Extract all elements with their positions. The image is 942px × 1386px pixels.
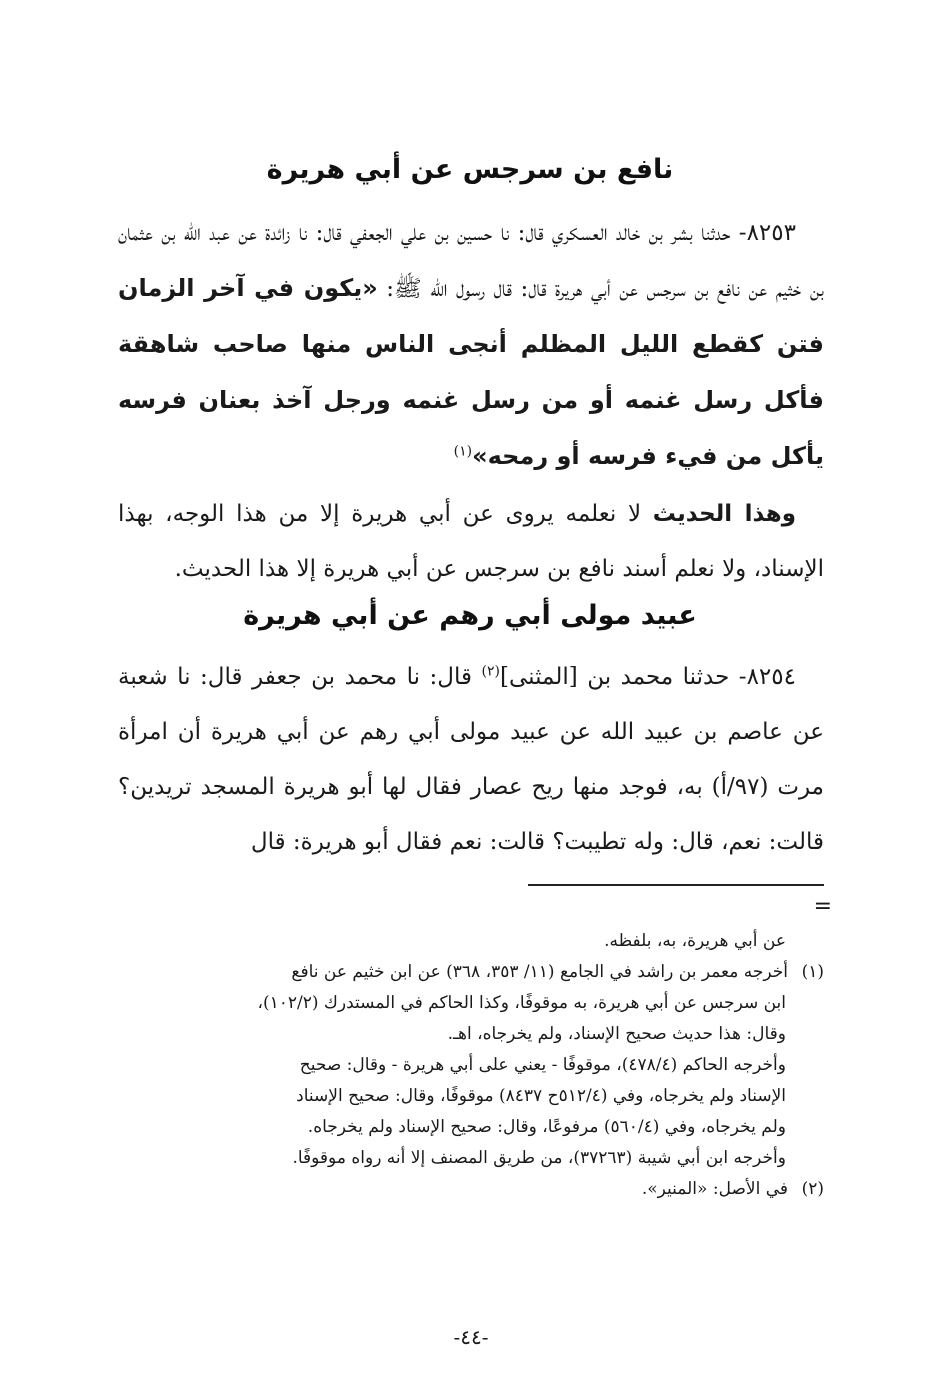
section-heading-ubayd: عبيد مولى أبي رهم عن أبي هريرة: [243, 600, 697, 631]
hadith-8253-comment: [118, 487, 824, 597]
hadith-8254: [118, 650, 824, 870]
footnote-1-line2: ابن سرجس عن أبي هريرة، به موقوفًا، وكذا الحاكم في المستدرك (١٠٢/٢)،: [257, 993, 786, 1013]
hadith-8253-isnad: ٨٢٥٣- حدثنا بشر بن خالد العسكري قال: نا حسين بن علي الجعفي قال: نا زائدة عن عبد الله بن عثمان بن خثيم عن نافع بن سرجس عن أبي هريرة قال: قال رسول الله ﷺ:: [118, 220, 824, 302]
hadith-8253: [118, 206, 824, 485]
footnote-1-line4: وأخرجه الحاكم (٤٧٨/٤)، موقوفًا - يعني على أبي هريرة - وقال: صحيح: [299, 1055, 786, 1075]
footnote-2-text: في الأصل: «المنير».: [641, 1179, 788, 1199]
footnote-1-line1: أخرجه معمر بن راشد في الجامع (١١/ ٣٥٣، ٣٦٨) عن ابن خثيم عن نافع: [291, 962, 788, 982]
footnote-ref-1[interactable]: (١): [453, 443, 473, 460]
comment-lead: وهذا الحديث: [652, 501, 796, 527]
footnote-1-line6: ولم يخرجاه، وفي (٥٦٠/٤) مرفوعًا، وقال: صحيح الإسناد ولم يخرجاه.: [307, 1117, 786, 1137]
section-heading-nafi: نافع بن سرجس عن أبي هريرة: [266, 154, 674, 185]
footnote-separator: [528, 884, 824, 886]
footnote-1-line3: وقال: هذا حديث صحيح الإسناد، ولم يخرجاه، اهـ.: [447, 1024, 786, 1044]
footnote-1-number: (١): [801, 962, 824, 982]
footnote-1-line7: وأخرجه ابن أبي شيبة (٣٧٢٦٣)، من طريق المصنف إلا أنه رواه موقوفًا.: [292, 1148, 786, 1168]
footnote-2-number: (٢): [801, 1179, 824, 1199]
hadith-8254-text-b: قال: نا محمد بن جعفر قال: نا شعبة عن عاصم بن عبيد الله عن عبيد مولى أبي رهم عن أبي هريرة أن امرأة مرت (٩٧/أ) به، فوجد منها ريح عصار فقال لها أبو هريرة المسجد تريدين؟ قالت: نعم، قال: وله تطيبت؟ قالت: نعم فقال أبو هريرة: قال: [118, 664, 825, 855]
footnotes: [118, 926, 824, 1205]
hadith-8254-text-a: ٨٢٥٤- حدثنا محمد بن [المثنى]: [500, 664, 796, 690]
footnote-1-line5: الإسناد ولم يخرجاه، وفي (٥١٢/٤ح ٨٤٣٧) موقوفًا، وقال: صحيح الإسناد: [296, 1086, 786, 1106]
footnote-continuation-mark: =: [813, 894, 832, 919]
footnote-ref-2[interactable]: (٢): [481, 663, 500, 680]
hadith-8253-matn: «يكون في آخر الزمان فتن كقطع الليل المظلم أنجى الناس منها صاحب شاهقة فأكل رسل غنمه أو من رسل غنمه ورجل آخذ بعنان فرسه يأكل من فيء فرسه أو رمحه»: [118, 274, 824, 470]
page-number: -٤٤-: [453, 1325, 489, 1349]
footnote-2: [118, 1174, 824, 1205]
footnote-continuation: عن أبي هريرة، به، بلفظه.: [604, 931, 786, 951]
comment-text: لا نعلمه يروى عن أبي هريرة إلا من هذا الوجه، بهذا الإسناد، ولا نعلم أسند نافع بن سرجس عن أبي هريرة إلا هذا الحديث.: [118, 501, 824, 582]
footnote-1-first-line: [118, 957, 824, 988]
